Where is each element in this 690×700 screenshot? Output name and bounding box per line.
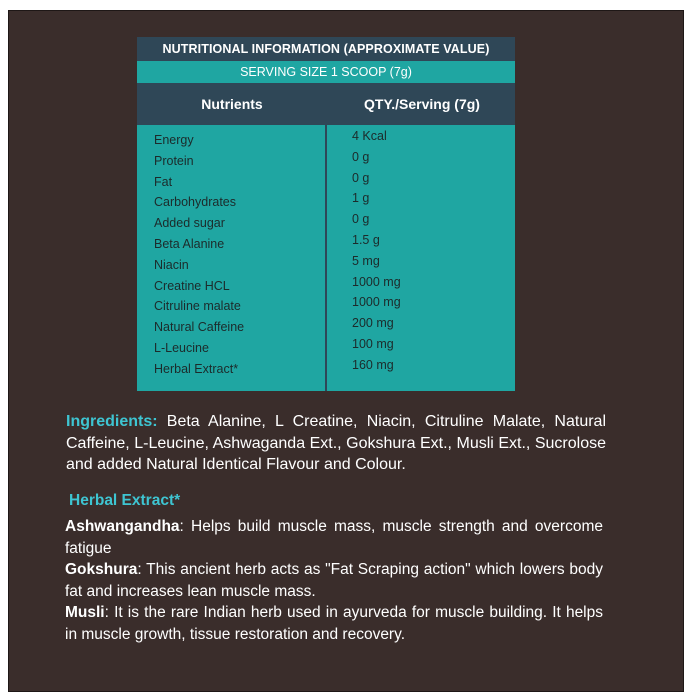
- nutrient-value: 1000 mg: [352, 274, 401, 289]
- ingredients-label: Ingredients:: [66, 413, 158, 430]
- nutrient-value: 4 Kcal: [352, 129, 387, 143]
- table-row: [137, 254, 515, 275]
- header-nutrients: Nutrients: [201, 96, 263, 112]
- label-panel: [8, 10, 684, 692]
- herb-item: [65, 602, 603, 645]
- nutrient-name: Protein: [154, 153, 194, 168]
- herb-item: [65, 516, 603, 559]
- table-title: NUTRITIONAL INFORMATION (APPROXIMATE VALUE): [137, 37, 515, 61]
- nutrient-value: 0 g: [352, 149, 370, 164]
- nutrient-name: Citruline malate: [154, 299, 241, 314]
- herb-text: : This ancient herb acts as "Fat Scraping action" which lowers body fat and increases lean muscle mass.: [65, 561, 603, 600]
- table-row: [137, 171, 515, 192]
- herb-name: Ashwangandha: [65, 518, 180, 535]
- nutrient-value: 1 g: [352, 191, 370, 206]
- ingredients-text: Beta Alanine, L Creatine, Niacin, Citruline Malate, Natural Caffeine, L-Leucine, Ashwaganda Ext., Gokshura Ext., Musli Ext., Sucrolose and added Natural Identical Flavour and Colour.: [66, 413, 606, 473]
- herb-text: : Helps build muscle mass, muscle strength and overcome fatigue: [65, 518, 603, 557]
- nutrient-name: Carbohydrates: [154, 195, 236, 210]
- header-qty: QTY./Serving (7g): [364, 96, 480, 112]
- nutrient-value: 1.5 g: [352, 232, 380, 247]
- table-row: [137, 129, 515, 150]
- table-row: [137, 275, 515, 296]
- nutrient-value: 200 mg: [352, 316, 394, 331]
- nutrient-name: Herbal Extract*: [154, 361, 239, 376]
- nutrient-name: Natural Caffeine: [154, 320, 245, 335]
- nutrient-name: Added sugar: [154, 216, 225, 231]
- nutrient-name: L-Leucine: [154, 340, 209, 355]
- table-row: [137, 150, 515, 171]
- table-row: [137, 233, 515, 254]
- table-row: [137, 316, 515, 337]
- table-rows: [137, 129, 515, 379]
- herbal-extract-title: Herbal Extract*: [69, 492, 181, 509]
- nutrient-value: 5 mg: [352, 253, 380, 268]
- table-row: [137, 358, 515, 379]
- ingredients-section: [66, 411, 606, 476]
- table-row: [137, 295, 515, 316]
- nutrient-value: 0 g: [352, 170, 370, 185]
- nutrient-name: Fat: [154, 174, 173, 189]
- nutrient-value: 100 mg: [352, 336, 394, 351]
- nutrient-name: Niacin: [154, 257, 189, 272]
- herb-name: Musli: [65, 604, 105, 621]
- nutrient-name: Beta Alanine: [154, 236, 225, 251]
- table-row: [137, 191, 515, 212]
- table-row: [137, 337, 515, 358]
- nutrient-value: 160 mg: [352, 357, 394, 372]
- nutrient-name: Energy: [154, 133, 194, 147]
- herb-name: Gokshura: [65, 561, 138, 578]
- nutrient-value: 0 g: [352, 212, 370, 227]
- herb-item: [65, 559, 603, 602]
- serving-size: SERVING SIZE 1 SCOOP (7g): [240, 65, 412, 79]
- herbal-descriptions: [65, 516, 603, 645]
- nutrition-table: [137, 37, 515, 391]
- table-row: [137, 212, 515, 233]
- herb-text: : It is the rare Indian herb used in ayurveda for muscle building. It helps in muscle growth, tissue restoration and recovery.: [65, 604, 603, 643]
- nutrient-name: Creatine HCL: [154, 278, 230, 293]
- nutrient-value: 1000 mg: [352, 295, 401, 310]
